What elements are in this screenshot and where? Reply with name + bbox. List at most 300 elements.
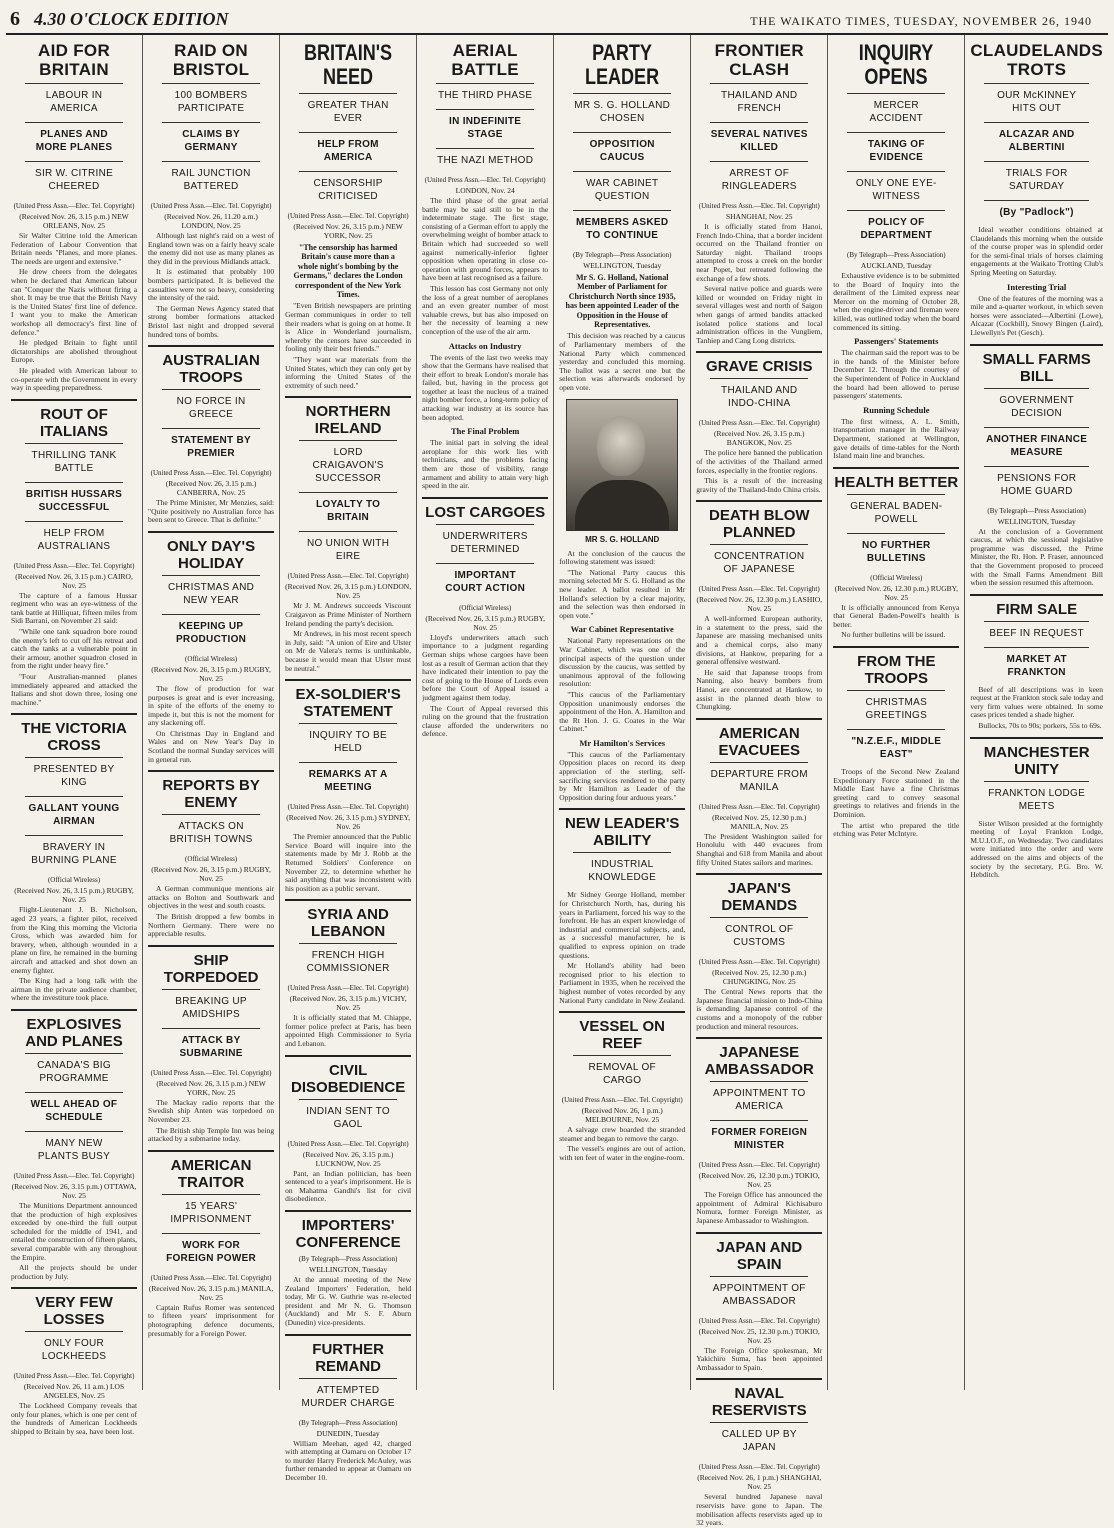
paragraph: Lloyd's underwriters attach such importance to a judgment regarding German ships whose cargoes have been lost as a result of German action that they have indicated their intention to pay the cost of going to the House of Lords even before the Court of Appeal issued a judgment against them today. xyxy=(422,632,549,702)
paragraph: This lesson has cost Germany not only the loss of a great number of aeroplanes and an even greater number of most valuable crews, but has also imposed on her the necessity of learning a new conception of the use of the air arm. xyxy=(422,283,549,336)
article xyxy=(833,646,959,839)
paragraph: The Court of Appeal reversed this ruling on the ground that the frustration clause afforded the underwriters no defence. xyxy=(422,703,549,739)
deck: ARREST OF RINGLEADERS xyxy=(710,161,808,198)
deck: GENERAL BADEN-POWELL xyxy=(847,494,945,531)
article xyxy=(285,679,411,893)
deck: HELP FROM AUSTRALIANS xyxy=(25,521,123,558)
headline: THE VICTORIA CROSS xyxy=(11,713,137,754)
article xyxy=(696,41,822,345)
dateline: (Received Nov. 26, 3.15 p.m.) RUGBY, Nov. 25 xyxy=(14,886,134,905)
paragraph: The capture of a famous Hussar regiment who was an eye-witness of the tank battle at Hilliquat, fifteen miles from Sidi Barrani, on November 21 said: xyxy=(11,590,138,626)
deck: BREAKING UP AMIDSHIPS xyxy=(162,989,260,1026)
deck: GOVERNMENT DECISION xyxy=(984,388,1089,425)
paragraph: "They want war materials from the United States, which they can only get by informing the United States of the extremity of such need." xyxy=(285,355,412,390)
paragraph: The British dropped a few bombs in Northern Germany. There were no appreciable results. xyxy=(148,912,275,939)
headline: INQUIRY OPENS xyxy=(859,40,934,89)
deck: APPOINTMENT TO AMERICA xyxy=(710,1081,808,1118)
article xyxy=(559,808,685,1005)
deck: CALLED UP BY JAPAN xyxy=(710,1422,808,1459)
deck: MR S. G. HOLLAND CHOSEN xyxy=(573,93,671,130)
wire-credit: (By Telegraph—Press Association) xyxy=(572,251,672,259)
deck: REMOVAL OF CARGO xyxy=(573,1055,671,1092)
deck: UNDERWRITERS DETERMINED xyxy=(436,524,534,561)
article xyxy=(559,550,685,803)
paragraph: Captain Rufus Romer was sentenced to fifteen years' imprisonment for photographing defence documents, presumably for a Foreign Power. xyxy=(148,1302,275,1338)
headline: AUSTRALIAN TROOPS xyxy=(148,345,274,386)
paragraph: On Christmas Day in England and Wales and on New Year's Day in Scotland the normal Sunday services will in general run. xyxy=(148,728,275,764)
dateline: (Received Nov. 26, 3.15 p.m.) CAIRO, Nov. 25 xyxy=(15,571,133,590)
deck: KEEPING UP PRODUCTION xyxy=(162,614,260,651)
deck: DEPARTURE FROM MANILA xyxy=(710,762,808,799)
headline: RAID ON BRISTOL xyxy=(172,41,250,79)
paragraph: Mr Sidney George Holland, member for Christchurch North, has, during his years in Parliament, forced his way to the forefront. He has an expert knowledge of industrial and commercial subjects, and, as a successful manufacturer, he is qualified to express opinion on trade questions. xyxy=(559,890,686,960)
paragraph: Beef of all descriptions was in keen request at the Frankton stock sale today and very firm values were obtained. In some cases prices tended a shade higher. xyxy=(970,684,1104,720)
dateline: (Received Nov. 26, 3.15 p.m.) VICHY, Nov. 25 xyxy=(289,994,407,1013)
headline: LOST CARGOES xyxy=(422,497,548,521)
deck: OUR McKINNEY HITS OUT xyxy=(984,83,1089,120)
paragraph: "The National Party caucus this morning selected Mr S. G. Holland as the new leader. A ballot resulted in Mr Holland's selection by a clear majority, and the selection was then endorsed in open vote." xyxy=(559,567,686,620)
masthead xyxy=(6,6,1108,35)
dateline: (Received Nov. 26, 1 p.m.) MELBOURNE, Nov. 25 xyxy=(581,1106,663,1125)
paragraph: The Central News reports that the Japanese financial mission to Indo-China is demanding Japanese control of the customs and a monopoly of the rubber production and mineral resources. xyxy=(696,987,823,1031)
paragraph: Bullocks, 70s to 90s; porkers, 55s to 69s. xyxy=(978,721,1102,731)
article xyxy=(970,594,1103,731)
paragraph: At the annual meeting of the New Zealand Importers' Federation, held today, Mr G. W. Guthrie was re-elected president and Mr N. G. Thomson (Auckland) and Mr S. F. Aburn (Dunedin) vice-presidents. xyxy=(285,1275,412,1327)
wire-credit: (By Telegraph—Press Association) xyxy=(298,1255,398,1264)
paragraph: The Foreign Office spokesman, Mr Yakichiro Suma, has been appointed Ambassador to Spain. xyxy=(696,1345,823,1372)
wire-credit: (United Press Assn.—Elec. Tel. Copyright) xyxy=(698,1463,820,1472)
article xyxy=(559,41,685,544)
headline: AERIAL BATTLE xyxy=(451,41,519,79)
wire-credit: (United Press Assn.—Elec. Tel. Copyright) xyxy=(698,585,820,594)
wire-credit: (United Press Assn.—Elec. Tel. Copyright) xyxy=(424,176,546,184)
article xyxy=(148,41,274,339)
deck: CLAIMS BY GERMANY xyxy=(162,122,260,159)
headline: SYRIA AND LEBANON xyxy=(285,899,411,940)
article xyxy=(11,41,137,393)
deck: THRILLING TANK BATTLE xyxy=(25,443,123,480)
headline: EX-SOLDIER'S STATEMENT xyxy=(285,679,411,720)
paragraph: It is officially stated from Hanoi, French Indo-China, that a border incident occurred on the Thailand frontier on Saturday night. Thailand troops attempted to cross a creek on the border near Popet, but retreated following the exchange of a few shots. xyxy=(696,222,823,283)
deck: WORK FOR FOREIGN POWER xyxy=(162,1233,260,1270)
paragraph: "Even British newspapers are printing German communiques in order to tell their readers what is going on at home. It is Alice in Wonderland journalism, whereby the censors have succeeded in fooling only their best friends." xyxy=(285,301,412,354)
wire-credit: (United Press Assn.—Elec. Tel. Copyright) xyxy=(287,803,409,812)
deck: CHRISTMAS AND NEW YEAR xyxy=(162,575,260,612)
deck: CONCENTRATION OF JAPANESE xyxy=(710,544,808,581)
deck: ANOTHER FINANCE MEASURE xyxy=(984,427,1089,464)
paragraph: This decision was reached by a caucus of Parliamentary members of the National Party which commenced yesterday and concluded this morning. The ballot was a secret one but the selection was afterwards endorsed by open vote. xyxy=(559,331,686,392)
article xyxy=(970,344,1103,588)
lede: Mr S. G. Holland, National Member of Parliament for Christchurch North since 1935, has been appointed Leader of the Opposition in the House of Representatives. xyxy=(565,273,679,330)
paragraph: William Meehan, aged 42, charged with attempting at Oamaru on October 17 to murder Harry Frederick McAuley, was further remanded to appear at Oamaru on December 10. xyxy=(285,1438,412,1482)
deck: LABOUR IN AMERICA xyxy=(25,83,123,120)
deck: 100 BOMBERS PARTICIPATE xyxy=(162,83,260,120)
paragraph: The President Washington sailed for Honolulu with 440 evacuees from Shanghai and 618 from Manila and about fifty United States sailors and marines. xyxy=(696,831,823,867)
deck: FRANKTON LODGE MEETS xyxy=(984,781,1089,818)
wire-credit: (United Press Assn.—Elec. Tel. Copyright) xyxy=(287,984,409,993)
dateline: (Received Nov. 26, 3.15 p.m.) SYDNEY, Nov. 26 xyxy=(286,813,410,832)
headline: NORTHERN IRELAND xyxy=(285,396,411,437)
dateline: (Received Nov. 26, 11.20 a.m.) LONDON, Nov. 25 xyxy=(164,212,258,230)
deck: LORD CRAIGAVON'S SUCCESSOR xyxy=(299,440,397,490)
dateline: WELLINGTON, Tuesday xyxy=(583,261,662,270)
deck: CANADA'S BIG PROGRAMME xyxy=(25,1053,123,1090)
dateline: (Received Nov. 25, 12.30 p.m.) MANILA, Nov. 25 xyxy=(712,812,807,831)
paragraph: The Foreign Office has announced the appointment of Admiral Kichisaburo Nomura, former Foreign Minister, as Japanese Ambassador to Washington. xyxy=(696,1190,823,1225)
dateline: (Received Nov. 26, 1 p.m.) SHANGHAI, Nov. 25 xyxy=(697,1473,822,1492)
headline: SHIP TORPEDOED xyxy=(148,945,274,986)
wire-credit: (United Press Assn.—Elec. Tel. Copyright) xyxy=(13,202,135,210)
article xyxy=(148,345,274,525)
subheading: Passengers' Statements xyxy=(854,336,939,347)
headline: JAPAN AND SPAIN xyxy=(696,1232,822,1273)
deck: CONTROL OF CUSTOMS xyxy=(710,917,808,954)
headline: EXPLOSIVES AND PLANES xyxy=(11,1009,137,1050)
dateline: (Received Nov. 26, 3.15 p.m.) RUGBY, Nov. 25 xyxy=(151,865,271,884)
headline: DEATH BLOW PLANNED xyxy=(696,500,822,541)
dateline: WELLINGTON, Tuesday xyxy=(997,516,1076,526)
headline: VERY FEW LOSSES xyxy=(11,1287,137,1328)
portrait-photo xyxy=(566,399,678,531)
paper-dateline: THE WAIKATO TIMES, TUESDAY, NOVEMBER 26, 1940 xyxy=(750,14,1092,28)
deck: PENSIONS FOR HOME GUARD xyxy=(984,466,1089,503)
wire-credit: (United Press Assn.—Elec. Tel. Copyright) xyxy=(13,1171,135,1180)
deck: ALCAZAR AND ALBERTINI xyxy=(984,122,1089,159)
edition-title: 4.30 O'CLOCK EDITION xyxy=(34,9,229,29)
dateline: (Received Nov. 26, 3.15 p.m.) LONDON, Nov. 25 xyxy=(285,582,412,601)
dateline: (Received Nov. 26, 3.15 p.m.) BANGKOK, Nov. 25 xyxy=(713,429,805,448)
article xyxy=(11,1009,137,1281)
paragraph: Troops of the Second New Zealand Expeditionary Force stationed in the Middle East have a fine Christmas greeting card to convey seasonal greetings to relatives and friends in the Dominion. xyxy=(833,767,960,820)
deck: WELL AHEAD OF SCHEDULE xyxy=(25,1092,123,1129)
dateline: (Received Nov. 26, 3.15 p.m.) RUGBY, Nov. 25 xyxy=(425,613,545,632)
deck: NO FORCE IN GREECE xyxy=(162,389,260,426)
headline: VESSEL ON REEF xyxy=(559,1011,685,1052)
wire-credit: (United Press Assn.—Elec. Tel. Copyright) xyxy=(150,469,272,478)
headline: CLAUDELANDS TROTS xyxy=(970,41,1104,79)
article xyxy=(285,899,411,1048)
paragraph: The British ship Temple Inn was being attacked by a submarine today. xyxy=(148,1125,275,1144)
dateline: (Received Nov. 26, 3.15 p.m.) CANBERRA, Nov. 25 xyxy=(165,479,257,498)
paragraph: The Mackay radio reports that the Swedish ship Anten was torpedoed on November 23. xyxy=(148,1097,275,1124)
dateline: AUCKLAND, Tuesday xyxy=(860,261,932,270)
paragraph: No further bulletins will be issued. xyxy=(841,630,946,640)
paragraph: "This caucus of the Parliamentary Opposition unanimously endorses the appointment of the Hon. A. Hamilton and the Rt Hon. J. G. Coates in the War Cabinet." xyxy=(559,689,686,734)
subheading: Attacks on Industry xyxy=(448,340,522,351)
deck: RAIL JUNCTION BATTERED xyxy=(162,161,260,198)
paragraph: The chairman said the report was to be in the hands of the Minister before December 12. Through the courtesy of the Superintendent of Police in Auckland the board had been allowed to peruse passengers' statements. xyxy=(833,348,960,401)
deck: INDIAN SENT TO GAOL xyxy=(299,1099,397,1136)
wire-credit: (By Telegraph—Press Association) xyxy=(847,251,946,259)
dateline: (Received Nov. 26, 3.15 p.m.) MANILA, Nov. 25 xyxy=(148,1283,274,1302)
headline: FURTHER REMAND xyxy=(285,1334,411,1375)
headline: SMALL FARMS BILL xyxy=(970,344,1103,385)
paragraph: Although last night's raid on a west of England town was on a fairly heavy scale the enemy did not use as many planes as they did in the previous Midlands attack. xyxy=(148,231,275,266)
paragraph: The flow of production for war purposes is great and is ever increasing, in spite of the efforts of the enemy to impede it, but this is not the moment for any slackening off. xyxy=(148,683,275,728)
article xyxy=(285,396,411,673)
paragraph: This is a result of the increasing gravity of the Thailand-Indo China crisis. xyxy=(696,476,823,494)
headline: ONLY DAY'S HOLIDAY xyxy=(148,531,274,572)
subheading: Interesting Trial xyxy=(1007,281,1067,292)
deck: PRESENTED BY KING xyxy=(25,757,123,794)
paragraph: It is officially announced from Kenya that General Baden-Powell's health is better. xyxy=(833,602,960,629)
deck: APPOINTMENT OF AMBASSADOR xyxy=(710,1276,808,1313)
wire-credit: (United Press Assn.—Elec. Tel. Copyright) xyxy=(150,202,272,210)
deck: (By "Padlock") xyxy=(984,200,1089,224)
deck: GREATER THAN EVER xyxy=(299,93,397,130)
wire-credit: (Official Wireless) xyxy=(47,876,101,885)
headline: JAPANESE AMBASSADOR xyxy=(696,1037,822,1078)
subheading: Running Schedule xyxy=(863,404,930,415)
deck: MERCER ACCIDENT xyxy=(847,93,945,130)
paragraph: The initial part in solving the ideal aeroplane for this work lies with technicians, and the problems facing them are those of visibility, range armament and ability to attain very high speed in the air. xyxy=(422,438,549,491)
paragraph: Mr Holland's ability had been recognised prior to his election to Parliament in 1935, when he received the highest number of votes recorded by any National Party candidate in New Zealand. xyxy=(559,961,686,1005)
dateline: SHANGHAI, Nov. 25 xyxy=(725,212,793,221)
deck: GALLANT YOUNG AIRMAN xyxy=(25,796,123,833)
article xyxy=(11,399,137,708)
paragraph: The Munitions Department announced that the production of high explosives exceeded by one-third the full output scheduled for the middle of 1941, and entailed the construction of fifteen plants, several comparable with any throughout the Empire. xyxy=(11,1200,138,1262)
deck: MARKET AT FRANKTON xyxy=(984,647,1089,684)
wire-credit: (United Press Assn.—Elec. Tel. Copyright) xyxy=(698,802,820,811)
paragraph: "This caucus of the Parliamentary Opposition places on record its deep appreciation of the sterling, self-sacrificing services rendered to the party by Mr Hamilton as Leader of the Opposition during four arduous years." xyxy=(559,749,686,802)
wire-credit: (United Press Assn.—Elec. Tel. Copyright) xyxy=(287,572,409,581)
paragraph: A German communique mentions air attacks on Bolton and Southwark and objectives in the west and south coasts. xyxy=(148,884,275,911)
paragraph: It is officially stated that M. Chiappe, former police prefect at Paris, has been appointed High Commissioner to Syria and Lebanon. xyxy=(285,1013,412,1049)
article xyxy=(696,500,822,712)
paragraph: The Premier announced that the Public Service Board will inquire into the statements made by Mr J. Robb at the Returned Soldiers' Conference on November 22, to determine whether he said anything that was inconsistent with his position as a public servant. xyxy=(285,832,412,893)
paragraph: All the projects should be under production by July. xyxy=(11,1263,138,1281)
paragraph: The German News Agency stated that strong bomber formations attacked Bristol last night and dropped several hundred tons of bombs. xyxy=(148,303,275,339)
deck: FORMER FOREIGN MINISTER xyxy=(710,1120,808,1157)
dateline: (Received Nov. 25, 12.30 p.m.) TOKIO, Nov. 25 xyxy=(698,1326,820,1345)
paragraph: The King had a long talk with the airman in the private audience chamber, where the investiture took place. xyxy=(11,976,138,1003)
paragraph: The Lockheed Company reveals that only four planes, which is one per cent of the hundreds of American Lockheeds shipped to Britain by sea, have been lost. xyxy=(11,1401,138,1437)
headline: AMERICAN EVACUEES xyxy=(696,718,822,759)
article xyxy=(285,41,411,390)
article xyxy=(970,737,1103,880)
column-4 xyxy=(417,35,554,1390)
paragraph: One of the features of the morning was a mile and a-quarter workout, in which seven horses were associated—Albertini (Lowe), Alcazar (Cockbill), Snowy Bingen (Laird), Llewellyn's Pet (Gesch). xyxy=(970,293,1104,337)
paragraph: Sister Wilson presided at the fortnightly meeting of Loyal Frankton Lodge, M.U.I.O.F., on Wednesday. Two candidates were initiated into the order and were addressed on the aims and objects of the society by the secretary, P.G. Bro. W. Hebditch. xyxy=(970,818,1104,880)
headline: AID FOR BRITAIN xyxy=(38,41,111,79)
deck: THAILAND AND FRENCH xyxy=(710,83,808,120)
headline: GRAVE CRISIS xyxy=(696,351,822,375)
deck: PLANES AND MORE PLANES xyxy=(25,122,123,159)
deck: ATTACK BY SUBMARINE xyxy=(162,1028,260,1065)
article xyxy=(559,1011,685,1162)
column-7 xyxy=(828,35,965,1390)
deck: ATTACKS ON BRITISH TOWNS xyxy=(162,814,260,851)
paragraph: The third phase of the great aerial battle may be said still to be in the indeterminate stage. The first stage, consisting of a German effort to apply the overwhelming weight of bomber attack to Britain which had succeeded so well against numerically-inferior fighter opposition when operating in close co-operation with ground forces, appears to have been at last recognised as a failure. xyxy=(422,196,549,283)
wire-credit: (By Telegraph—Press Association) xyxy=(298,1418,398,1427)
wire-credit: (United Press Assn.—Elec. Tel. Copyright) xyxy=(698,1316,820,1325)
wire-credit: (United Press Assn.—Elec. Tel. Copyright) xyxy=(698,1161,820,1170)
wire-credit: (Official Wireless) xyxy=(185,654,238,663)
paragraph: The events of the last two weeks may show that the Germans have realised that their effort to break London's morale has failed, but, having in the process got together at least the nucleus of a trained night bomber force, a long-term policy of attacking war industry at its source has been adopted. xyxy=(422,352,549,422)
article xyxy=(11,1287,137,1436)
deck: BRAVERY IN BURNING PLANE xyxy=(25,835,123,872)
dateline: (Received Nov. 26, 3.15 p.m.) NEW YORK, Nov. 25 xyxy=(156,1078,266,1097)
article xyxy=(696,1037,822,1225)
subheading: War Cabinet Representative xyxy=(570,624,674,635)
deck: IN INDEFINITE STAGE xyxy=(436,109,534,146)
column-8 xyxy=(965,35,1108,1390)
column-5 xyxy=(554,35,691,1390)
article xyxy=(696,873,822,1031)
paragraph: A salvage crew boarded the stranded steamer and began to remove the cargo. xyxy=(559,1125,686,1143)
wire-credit: (Official Wireless) xyxy=(185,855,238,864)
headline: FIRM SALE xyxy=(970,594,1103,618)
headline: CIVIL DISOBEDIENCE xyxy=(285,1055,411,1096)
dateline: (Received Nov. 26, 3.15 p.m.) RUGBY, Nov. 25 xyxy=(151,664,271,683)
paragraph: Mr Andrews, in his most recent speech in July, said: "A union of Eire and Ulster on Mr de Valera's terms is unthinkable, because it would mean that Ulster must be neutral." xyxy=(285,629,412,673)
wire-credit: (United Press Assn.—Elec. Tel. Copyright) xyxy=(561,1096,683,1105)
deck: NO FURTHER BULLETINS xyxy=(847,533,945,570)
dateline: (Received Nov. 26, 3.15 p.m.) NEW YORK, Nov. 25 xyxy=(293,222,403,240)
wire-credit: (United Press Assn.—Elec. Tel. Copyright) xyxy=(150,1068,272,1077)
wire-credit: (United Press Assn.—Elec. Tel. Copyright) xyxy=(287,1139,409,1148)
headline: REPORTS BY ENEMY xyxy=(148,770,274,811)
article xyxy=(11,713,137,1003)
headline: ROUT OF ITALIANS xyxy=(11,399,137,440)
headline: HEALTH BETTER xyxy=(833,467,959,491)
paragraph: The first witness, A. L. Smith, transportation manager in the Railway Department, stationed at Wellington, gave details of time-tables for the North Island main line and branches. xyxy=(833,416,960,461)
deck: POLICY OF DEPARTMENT xyxy=(847,210,945,247)
wire-credit: (United Press Assn.—Elec. Tel. Copyright) xyxy=(13,1372,135,1381)
deck: 15 YEARS' IMPRISONMENT xyxy=(162,1194,260,1231)
paragraph: Mr J. M. Andrews succeeds Viscount Craigavon as Prime Minister of Northern Ireland pending the party's decision. xyxy=(285,601,412,628)
paragraph: The artist who prepared the title etching was Peter McIntyre. xyxy=(833,820,960,839)
paragraph: Several hundred Japanese naval reservists have gone to Japan. The mobilisation affects reservists aged up to 32 years. xyxy=(696,1492,823,1528)
paragraph: National Party representations on the War Cabinet, which was one of the principal aspects of the question under discussion by the caucus, was settled by unanimous approval of the following resolution: xyxy=(559,636,686,689)
deck: REMARKS AT A MEETING xyxy=(299,762,397,799)
article xyxy=(148,531,274,764)
paragraph: At the conclusion of the caucus the following statement was issued: xyxy=(559,548,686,567)
wire-credit: (United Press Assn.—Elec. Tel. Copyright) xyxy=(698,958,820,967)
paragraph: "While one tank squadron bore round the enemy's left to cut off his retreat and catch the tanks at a vulnerable point in their armour, another squadron closed in from the right under heavy fire." xyxy=(11,627,138,671)
deck: CENSORSHIP CRITICISED xyxy=(299,171,397,208)
lede: "The censorship has harmed Britain's cause more than a whole night's bombing by the Germans," declares the London correspondent of the New York Times. xyxy=(293,243,403,300)
wire-credit: (United Press Assn.—Elec. Tel. Copyright) xyxy=(698,202,820,210)
deck: SIR W. CITRINE CHEERED xyxy=(25,161,123,198)
deck: OPPOSITION CAUCUS xyxy=(573,132,671,169)
deck: THAILAND AND INDO-CHINA xyxy=(710,378,808,415)
wire-credit: (United Press Assn.—Elec. Tel. Copyright) xyxy=(150,1273,272,1282)
paragraph: Exhaustive evidence is to be submitted to the Board of Inquiry into the derailment of the Limited express near Mercer on the morning of October 28, when the engine-driver and fireman were killed, was outlined today when the board commenced its sitting. xyxy=(833,271,960,332)
paragraph: He pleaded with American labour to co-operate with the Government in every way in speeding preparedness. xyxy=(11,365,138,393)
deck: ONLY FOUR LOCKHEEDS xyxy=(25,1331,123,1368)
deck: LOYALTY TO BRITAIN xyxy=(299,492,397,529)
wire-credit: (Official Wireless) xyxy=(870,573,923,582)
headline: PARTY LEADER xyxy=(585,40,660,89)
paragraph: Pant, an Indian politician, has been sentenced to a year's imprisonment. He is on Mahatma Gandhi's list for civil disobedience. xyxy=(285,1168,412,1204)
dateline: (Received Nov. 26, 12.30 p.m.) LASHIO, Nov. 25 xyxy=(696,595,823,614)
column-1 xyxy=(6,35,143,1437)
deck: HELP FROM AMERICA xyxy=(299,132,397,169)
article xyxy=(696,718,822,867)
article xyxy=(696,1378,822,1527)
article xyxy=(696,351,822,494)
dateline: (Received Nov. 26, 3.15 p.m.) NEW ORLEANS, Nov. 25 xyxy=(19,212,129,230)
deck: STATEMENT BY PREMIER xyxy=(162,428,260,465)
deck: BEEF IN REQUEST xyxy=(984,621,1089,645)
article xyxy=(422,497,548,739)
paragraph: The vessel's engines are out of action, with ten feet of water in the engine-room. xyxy=(559,1144,686,1162)
paragraph: He drew cheers from the delegates when he declared that American labour can "Conquer the Nazis without firing a shot. It may be true that the British Navy is the United States' first line of defence. I want you to make the American workshop all democracy's first line of defence." xyxy=(11,267,138,337)
deck: THE NAZI METHOD xyxy=(436,148,534,172)
dateline: DUNEDIN, Tuesday xyxy=(316,1428,380,1438)
dateline: LONDON, Nov. 24 xyxy=(455,186,515,195)
headline: FRONTIER CLASH xyxy=(714,41,804,79)
columns xyxy=(6,35,1108,1528)
headline: MANCHESTER UNITY xyxy=(970,737,1103,778)
deck: ONLY ONE EYE-WITNESS xyxy=(847,171,945,208)
dateline: (Received Nov. 26, 3.15 p.m.) OTTAWA, Nov. 25 xyxy=(11,1181,137,1200)
deck: BRITISH HUSSARS SUCCESSFUL xyxy=(25,482,123,519)
page-number: 6 xyxy=(10,8,20,30)
headline: NEW LEADER'S ABILITY xyxy=(559,808,685,849)
subheading: Mr Hamilton's Services xyxy=(579,737,666,748)
wire-credit: (By Telegraph—Press Association) xyxy=(987,506,1086,515)
article xyxy=(148,770,274,939)
article xyxy=(148,1150,274,1338)
paragraph: It is estimated that probably 100 bombers participated. It is believed the casualties were not so heavy, considering the intensity of the raid. xyxy=(148,267,275,303)
article xyxy=(696,1232,822,1373)
deck: TAKING OF EVIDENCE xyxy=(847,132,945,169)
paragraph: He pledged Britain to fight until dictatorships are abolished throughout Europe. xyxy=(11,338,138,365)
deck: FRENCH HIGH COMMISSIONER xyxy=(299,943,397,980)
paragraph: Several native police and guards were killed or wounded on Friday night in several villages west and north of Saigon when gangs of armed bandits attacked isolated police stations and local administration offices in the Vungliem, Tanhiep and Cang Long districts. xyxy=(696,284,823,345)
paragraph: Ideal weather conditions obtained at Claudelands this morning when the outside of the course proper was in splendid order for the semi-final trials of horses claiming engagements at the Waikato Trotting Club's Spring Meeting on Saturday. xyxy=(970,225,1104,277)
paragraph: Sir Walter Citrine told the American Federation of Labour Convention that Britain needs "Planes, and more planes. The needs are urgent and extensive." xyxy=(11,231,138,266)
deck: "N.Z.E.F., MIDDLE EAST" xyxy=(847,729,945,766)
article xyxy=(970,41,1103,338)
paragraph: Flight-Lieutenant J. B. Nicholson, aged 23 years, a fighter pilot, received from the King this morning the Victoria Cross, which was awarded him for bravery, when, although wounded in a plane on fire, he remained in the burning aircraft and attacked and shot down an enemy fighter. xyxy=(11,905,138,975)
headline: IMPORTERS' CONFERENCE xyxy=(285,1210,411,1251)
dateline: (Received Nov. 26, 12.30 p.m.) TOKIO, Nov. 25 xyxy=(698,1171,820,1190)
article xyxy=(285,1055,411,1204)
deck: TRIALS FOR SATURDAY xyxy=(984,161,1089,198)
paragraph: "Four Australian-manned planes immediately appeared and attacked the Italians and shot down three, losing one machine." xyxy=(11,672,138,707)
article xyxy=(285,1210,411,1328)
deck: NO UNION WITH EIRE xyxy=(299,531,397,568)
headline: NAVAL RESERVISTS xyxy=(696,1378,822,1419)
column-6 xyxy=(691,35,828,1528)
wire-credit: (Official Wireless) xyxy=(459,603,512,612)
deck: SEVERAL NATIVES KILLED xyxy=(710,122,808,159)
article xyxy=(148,945,274,1144)
deck: WAR CABINET QUESTION xyxy=(573,171,671,208)
deck: CHRISTMAS GREETINGS xyxy=(847,690,945,727)
subheading: The Final Problem xyxy=(451,426,520,437)
article xyxy=(285,1334,411,1483)
dateline: (Received Nov. 26, 12.30 p.m.) RUGBY, Nov. 25 xyxy=(834,583,958,602)
deck: INDUSTRIAL KNOWLEDGE xyxy=(573,852,671,889)
paragraph: The police here banned the publication of the activities of the Thailand armed forces, especially in the frontier regions. xyxy=(696,448,823,475)
headline: AMERICAN TRAITOR xyxy=(148,1150,274,1191)
headline: JAPAN'S DEMANDS xyxy=(696,873,822,914)
deck: MEMBERS ASKED TO CONTINUE xyxy=(573,210,671,247)
deck: THE THIRD PHASE xyxy=(436,83,534,107)
article xyxy=(833,41,959,461)
paragraph: At the conclusion of a Government caucus, at which the sessional legislative programme was discussed, the Prime Minister, the Rt. Hon. P. Fraser, announced that the Government proposed to proceed with the Small Farms Amendment Bill when the session resumed this afternoon. xyxy=(970,526,1104,588)
headline: FROM THE TROOPS xyxy=(833,646,959,687)
deck: ATTEMPTED MURDER CHARGE xyxy=(299,1378,397,1415)
column-2 xyxy=(143,35,280,1390)
dateline: WELLINGTON, Tuesday xyxy=(309,1265,388,1275)
paragraph: He said that Japanese troops from Nanning, also heavy bombers from Hanoi, are concentrated at Hankow, to assist in the planned death blow to Chungking. xyxy=(696,667,823,712)
headline: BRITAIN'S NEED xyxy=(304,40,393,89)
